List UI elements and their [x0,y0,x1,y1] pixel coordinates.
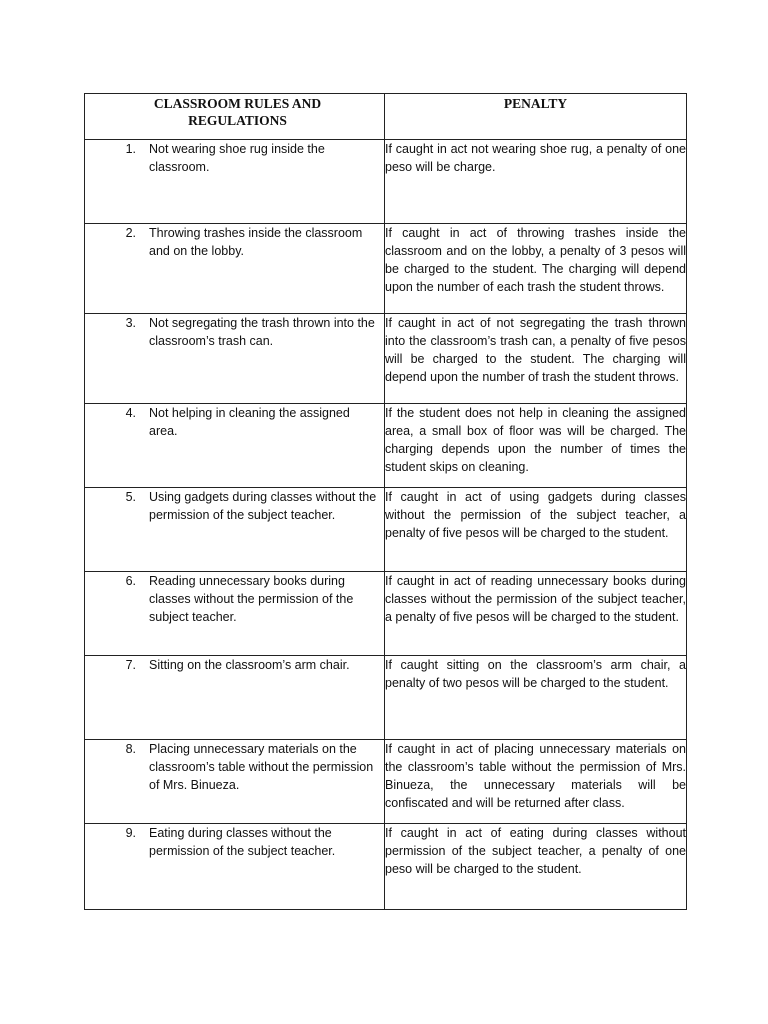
rule-number: 9. [125,826,136,840]
penalty-cell: If the student does not help in cleaning the assigned area, a small box of floor was will be charged. The charging depends upon the number of times the student skips on cleaning. [385,404,687,488]
rule-text: Using gadgets during classes without the permission of the subject teacher. [149,490,377,522]
rule-cell [85,314,385,404]
penalty-cell: If caught in act of eating during classes without permission of the subject teacher, a penalty of one peso will be charged to the student. [385,824,687,910]
rule-text: Eating during classes without the permission of the subject teacher. [149,826,336,858]
rule-number: 1. [125,142,136,156]
rule-number: 2. [125,226,136,240]
rule-text: Not helping in cleaning the assigned area. [149,406,350,438]
table-row [85,656,687,740]
penalty-column-header: PENALTY [385,94,687,140]
penalty-cell: If caught in act not wearing shoe rug, a penalty of one peso will be charge. [385,140,687,224]
table-header-row [85,94,687,140]
table-row [85,740,687,824]
table-row [85,488,687,572]
rules-table [84,93,687,910]
rule-cell [85,572,385,656]
penalty-cell: If caught in act of reading unnecessary books during classes without the permission of the subject teacher, a penalty of five pesos will be charged to the student. [385,572,687,656]
rule-cell [85,224,385,314]
table-row [85,314,687,404]
rule-text: Reading unnecessary books during classes without the permission of the subject teacher. [149,574,354,624]
table-row [85,824,687,910]
rule-text: Throwing trashes inside the classroom and on the lobby. [149,226,363,258]
table-row [85,224,687,314]
rule-text: Sitting on the classroom’s arm chair. [149,658,350,672]
rule-number: 3. [125,316,136,330]
table-row [85,572,687,656]
rule-cell [85,740,385,824]
rules-column-header-text: CLASSROOM RULES AND REGULATIONS [153,96,322,128]
penalty-cell: If caught in act of using gadgets during classes without the permission of the subject teacher, a penalty of five pesos will be charged to the student. [385,488,687,572]
rule-number: 8. [125,742,136,756]
rule-cell [85,656,385,740]
rule-number: 7. [125,658,136,672]
rule-cell [85,824,385,910]
rule-number: 5. [125,490,136,504]
penalty-cell: If caught in act of not segregating the trash thrown into the classroom’s trash can, a penalty of five pesos will be charged to the student. The charging will depend upon the number of trash the student throws. [385,314,687,404]
rule-text: Placing unnecessary materials on the classroom’s table without the permission of Mrs. Binueza. [149,742,374,792]
table-row [85,140,687,224]
penalty-cell: If caught sitting on the classroom’s arm chair, a penalty of two pesos will be charged to the student. [385,656,687,740]
rule-number: 4. [125,406,136,420]
rule-cell [85,140,385,224]
rule-number: 6. [125,574,136,588]
rule-cell [85,488,385,572]
penalty-cell: If caught in act of placing unnecessary materials on the classroom’s table without the permission of Mrs. Binueza, the unnecessary materials will be confiscated and will be returned after class. [385,740,687,824]
rule-text: Not wearing shoe rug inside the classroom. [149,142,325,174]
table-row [85,404,687,488]
rules-column-header [85,94,385,140]
rule-cell [85,404,385,488]
penalty-cell: If caught in act of throwing trashes inside the classroom and on the lobby, a penalty of 3 pesos will be charged to the student. The charging will depend upon the number of each trash the student throws. [385,224,687,314]
rule-text: Not segregating the trash thrown into the classroom’s trash can. [149,316,375,348]
